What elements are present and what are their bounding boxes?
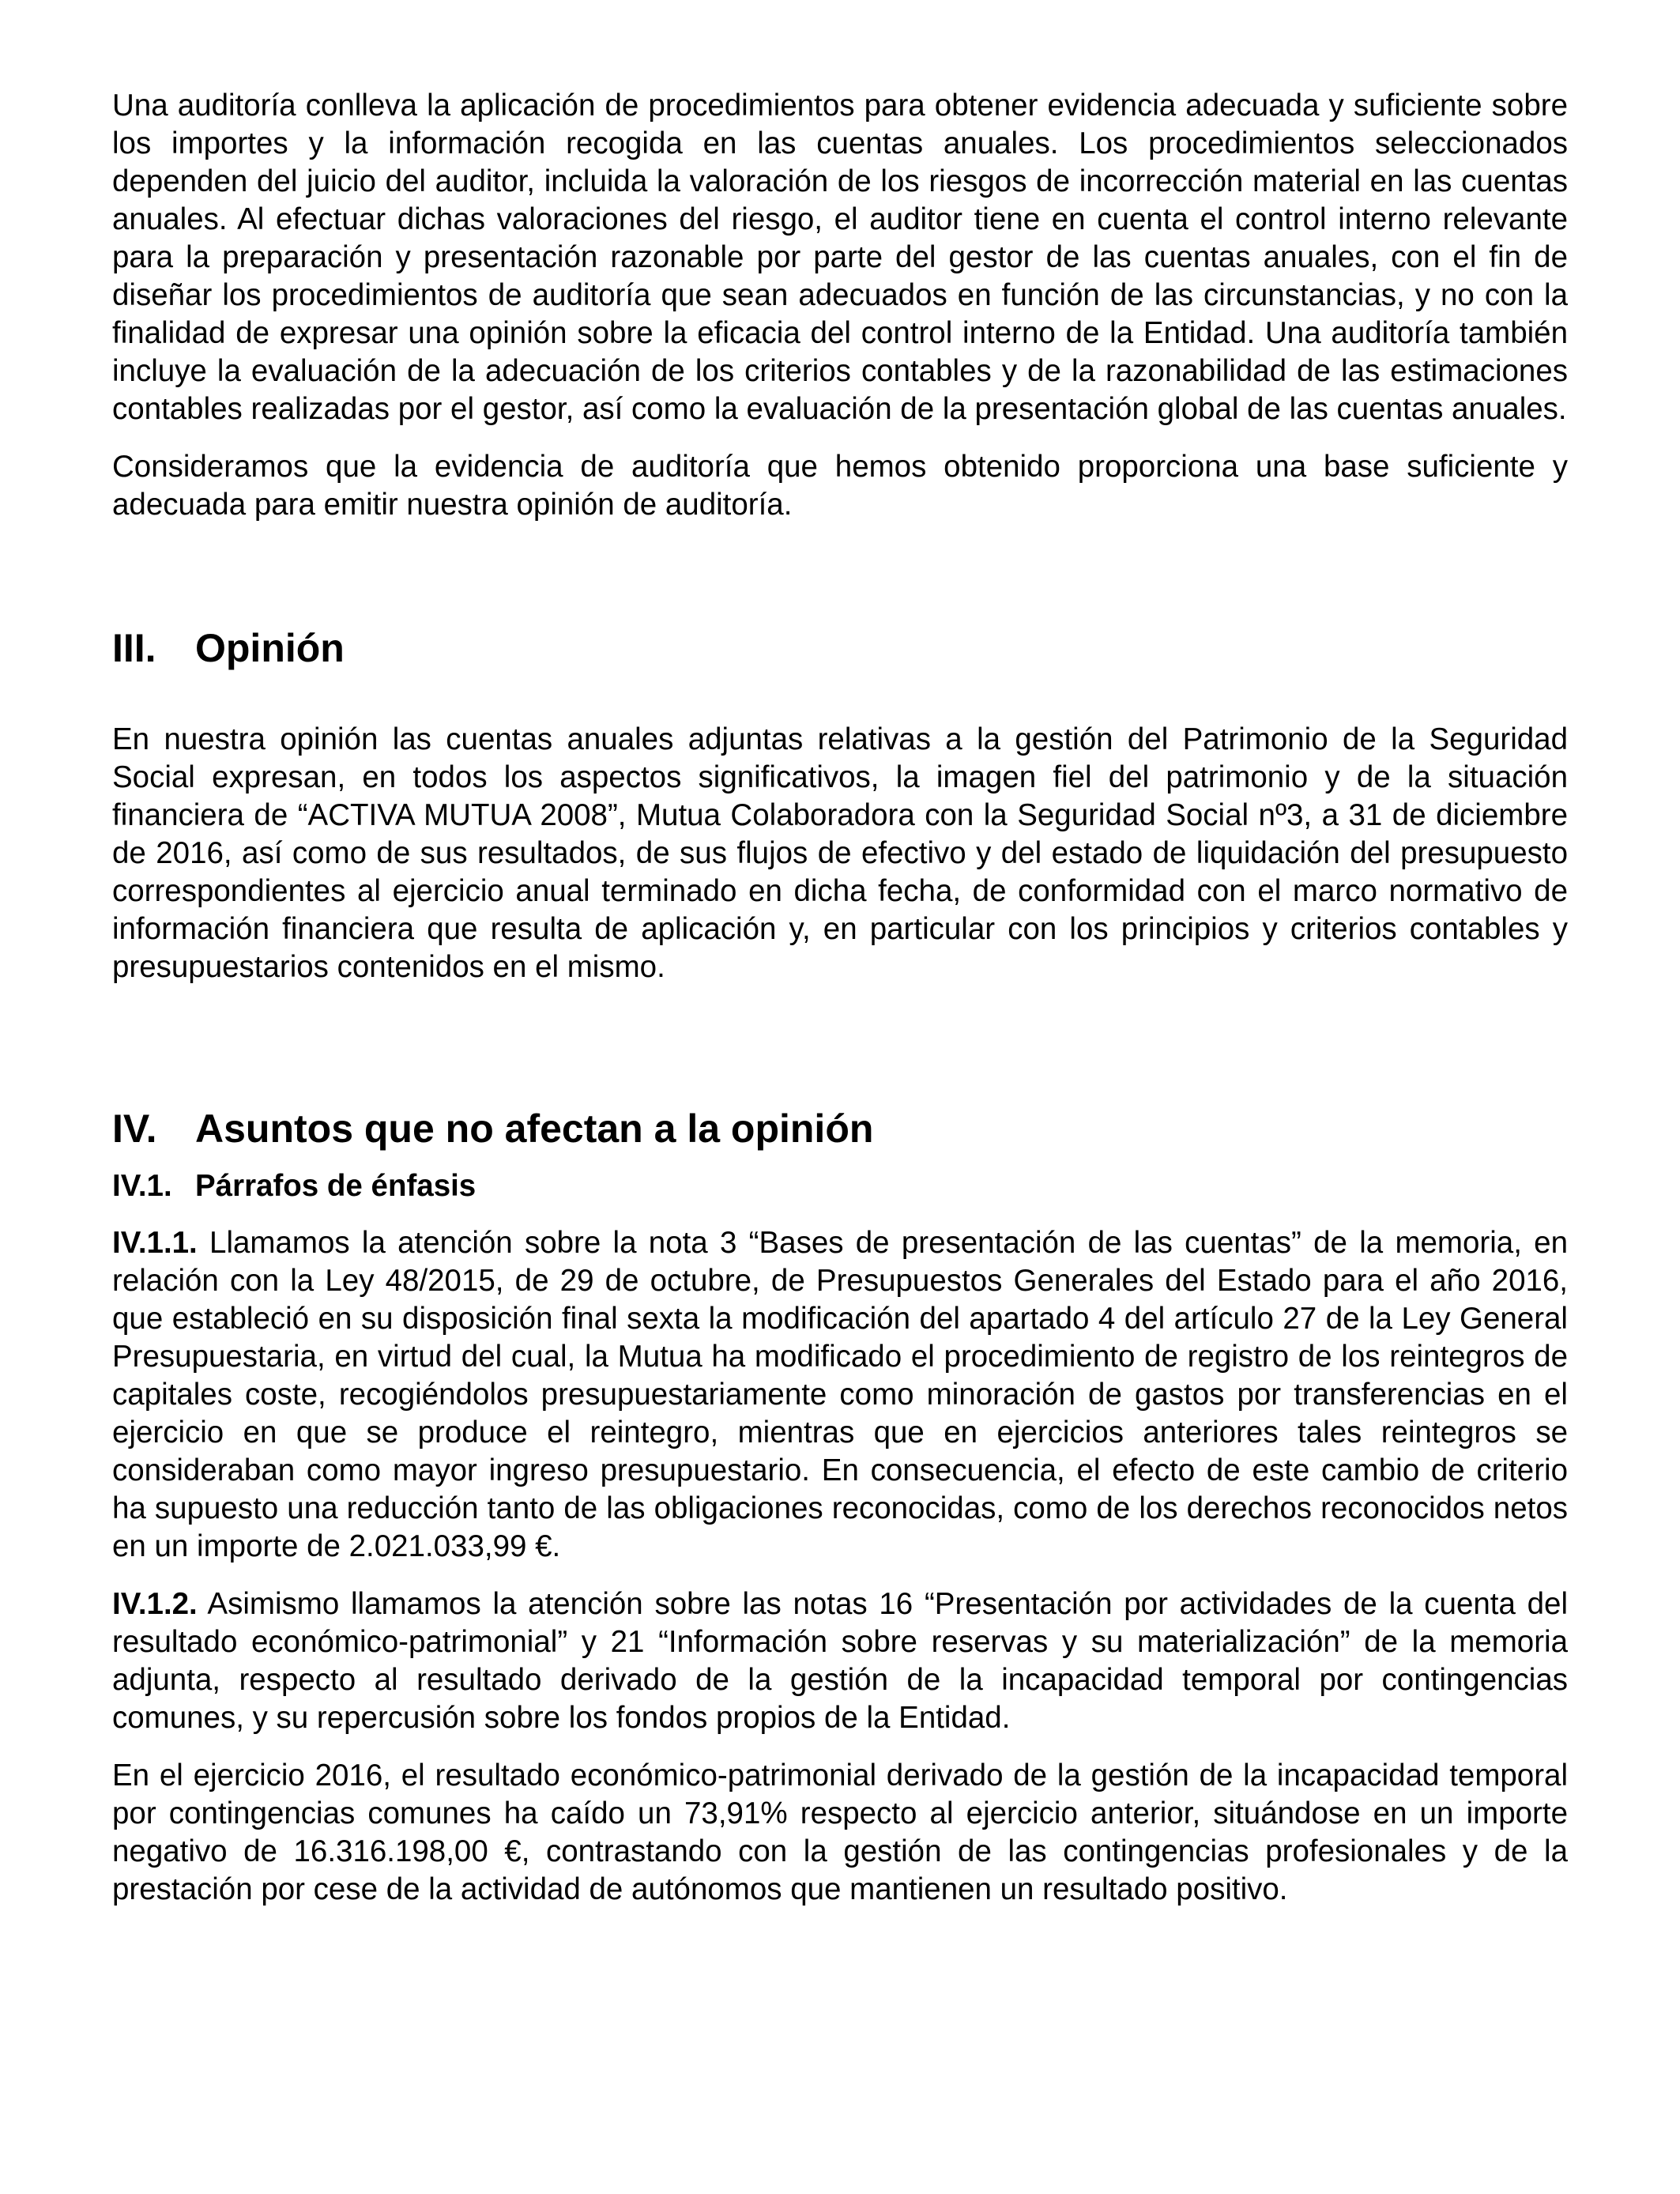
subsection-4-1-title: Párrafos de énfasis — [195, 1169, 477, 1203]
section-4-heading — [112, 1103, 1568, 1154]
document-page — [112, 87, 1568, 1909]
intro-paragraph-1: Una auditoría conlleva la aplicación de procedimientos para obtener evidencia adecuada y suficiente sobre los importes y la información recogida en las cuentas anuales. Los procedimientos seleccionados dependen del juicio del auditor, incluida la valoración de los riesgos de incorrección material en las cuentas anuales. Al efectuar dichas valoraciones del riesgo, el auditor tiene en cuenta el control interno relevante para la preparación y presentación razonable por parte del gestor de las cuentas anuales, con el fin de diseñar los procedimientos de auditoría que sean adecuados en función de las circunstancias, y no con la finalidad de expresar una opinión sobre la eficacia del control interno de la Entidad. Una auditoría también incluye la evaluación de la adecuación de los criterios contables y de la razonabilidad de las estimaciones contables realizadas por el gestor, así como la evaluación de la presentación global de las cuentas anuales. — [112, 89, 1568, 426]
emphasis-paragraph-2 — [112, 1585, 1568, 1737]
emphasis-1-number: IV.1.1. — [112, 1226, 198, 1260]
subsection-4-1-number: IV.1. — [112, 1169, 172, 1203]
opinion-paragraph: En nuestra opinión las cuentas anuales adjuntas relativas a la gestión del Patrimonio de la Seguridad Social expresan, en todos los aspectos significativos, la imagen fiel del patrimonio y de la situación financiera de “ACTIVA MUTUA 2008”, Mutua Colaboradora con la Seguridad Social nº3, a 31 de diciembre de 2016, así como de sus resultados, de sus flujos de efectivo y del estado de liquidación del presupuesto correspondientes al ejercicio anual terminado en dicha fecha, de conformidad con el marco normativo de información financiera que resulta de aplicación y, en particular con los principios y criterios contables y presupuestarios contenidos en el mismo. — [112, 722, 1568, 984]
emphasis-paragraph-1 — [112, 1224, 1568, 1566]
section-3-number: III. — [112, 626, 156, 670]
section-4-title: Asuntos que no afectan a la opinión — [195, 1106, 874, 1151]
section-3-title: Opinión — [195, 626, 345, 670]
result-paragraph: En el ejercicio 2016, el resultado económico-patrimonial derivado de la gestión de la incapacidad temporal por contingencias comunes ha caído un 73,91% respecto al ejercicio anterior, situándose en un importe negativo de 16.316.198,00 €, contrastando con la gestión de las contingencias profesionales y de la prestación por cese de la actividad de autónomos que mantienen un resultado positivo. — [112, 1759, 1568, 1906]
subsection-4-1-heading — [112, 1167, 1568, 1205]
emphasis-1-text: Llamamos la atención sobre la nota 3 “Bases de presentación de las cuentas” de la memoria, en relación con la Ley 48/2015, de 29 de octubre, de Presupuestos Generales del Estado para el año 2016, que estableció en su disposición final sexta la modificación del apartado 4 del artículo 27 de la Ley General Presupuestaria, en virtud del cual, la Mutua ha modificado el procedimiento de registro de los reintegros de capitales coste, recogiéndolos presupuestariamente como minoración de gastos por transferencias en el ejercicio en que se produce el reintegro, mientras que en ejercicios anteriores tales reintegros se consideraban como mayor ingreso presupuestario. En consecuencia, el efecto de este cambio de criterio ha supuesto una reducción tanto de las obligaciones reconocidas, como de los derechos reconocidos netos en un importe de 2.021.033,99 €. — [112, 1226, 1568, 1563]
emphasis-2-number: IV.1.2. — [112, 1587, 198, 1621]
section-4-number: IV. — [112, 1106, 157, 1151]
emphasis-2-text: Asimismo llamamos la atención sobre las notas 16 “Presentación por actividades de la cuenta del resultado económico-patrimonial” y 21 “Información sobre reservas y su materialización” de la memoria adjunta, respecto al resultado derivado de la gestión de la incapacidad temporal por contingencias comunes, y su repercusión sobre los fondos propios de la Entidad. — [112, 1587, 1568, 1735]
intro-paragraph-2: Consideramos que la evidencia de auditoría que hemos obtenido proporciona una base suficiente y adecuada para emitir nuestra opinión de auditoría. — [112, 450, 1568, 522]
section-3-heading — [112, 623, 1568, 673]
